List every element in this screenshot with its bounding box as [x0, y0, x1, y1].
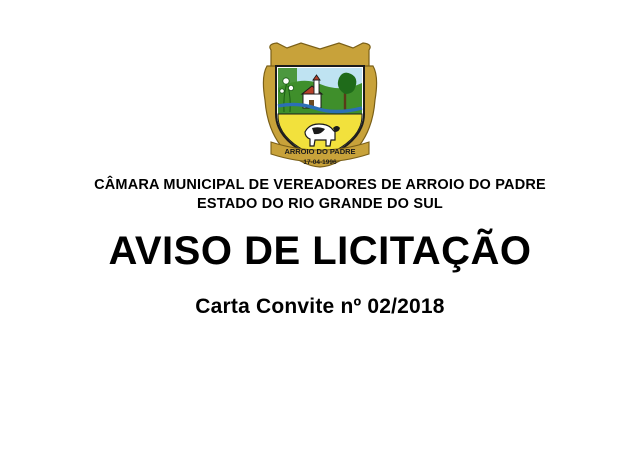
page-subtitle: Carta Convite nº 02/2018: [195, 295, 445, 318]
crest-banner-text: ARROIO DO PADRE: [284, 147, 356, 156]
crest-date-text: 17-04-1996: [303, 159, 337, 166]
organization-line-1: CÂMARA MUNICIPAL DE VEREADORES DE ARROIO DO PADRE: [94, 177, 546, 193]
coat-of-arms-icon: [257, 36, 383, 168]
organization-line-2: ESTADO DO RIO GRANDE DO SUL: [196, 196, 443, 212]
page-title: AVISO DE LICITAÇÃO: [108, 229, 532, 273]
crest-container: [0, 36, 640, 168]
organization-header: [0, 176, 640, 214]
